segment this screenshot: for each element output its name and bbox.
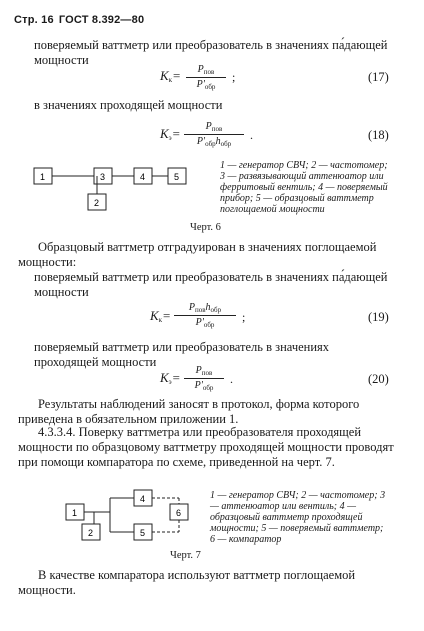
paragraph-3: Образцовый ваттметр отградуирован в значениях поглощаемой мощности: xyxy=(18,240,377,269)
fig7-caption: Черт. 7 xyxy=(170,550,201,561)
fig7-legend: 1 — генератор СВЧ; 2 — частотомер; 3 — аттенюатор или вентиль; 4 — образцовый ваттметр проходящей мощности; 5 — поверяемый ваттметр; 6 — компаратор xyxy=(210,490,386,545)
eq19-tail: ; xyxy=(242,310,246,324)
eq20-lhs: $K_э=$ xyxy=(160,370,181,386)
eq20-number: (20) xyxy=(368,372,389,386)
eq17-lhs: $K_к=$ xyxy=(160,68,181,84)
paragraph-4: поверяемый ваттметр или преобразователь в значениях па́дающей мощности xyxy=(34,270,388,299)
eq18-lhs: $K_э=$ xyxy=(160,126,181,142)
eq17-fraction: $P_{пов}$ $P'_{обр}$ xyxy=(186,64,226,91)
standard-code: ГОСТ 8.392—80 xyxy=(58,14,145,26)
page-header xyxy=(14,14,144,26)
fig6-label-1: 1 xyxy=(40,172,46,182)
eq18-tail: . xyxy=(250,128,253,142)
fig6-label-2: 2 xyxy=(94,198,100,208)
paragraph-2: в значениях проходящей мощности xyxy=(34,98,223,112)
fig6-label-3: 3 xyxy=(100,172,106,182)
figure-6-diagram xyxy=(30,160,210,220)
eq19-fraction: $P_{пов}h_{обр}$ $P'_{обр}$ xyxy=(174,302,236,329)
fig7-label-6: 6 xyxy=(176,508,182,518)
figure-7-diagram xyxy=(58,486,208,546)
paragraph-1: поверяемый ваттметр или преобразователь в значениях па́дающей мощности xyxy=(34,38,388,67)
fig6-label-5: 5 xyxy=(174,172,180,182)
eq17-number: (17) xyxy=(368,70,389,84)
fig6-legend: 1 — генератор СВЧ; 2 — частотомер; 3 — развязывающий аттенюатор или ферритовый вентиль; 4 — поверяемый прибор; 5 — образцовый ваттметр поглощаемой мощности xyxy=(220,160,388,215)
paragraph-7: 4.3.3.4. Поверку ваттметра или преобразователя проходящей мощности по образцовому ваттметру проходящей мощности проводят при помощи компаратора по схеме, приведенной на черт. 7. xyxy=(18,425,394,469)
eq19-lhs: $K_к=$ xyxy=(150,308,171,324)
fig7-label-5: 5 xyxy=(140,528,146,538)
fig6-caption: Черт. 6 xyxy=(190,222,221,233)
equation-18 xyxy=(160,126,180,142)
page-number: Стр. 16 xyxy=(14,14,54,26)
fig7-label-1: 1 xyxy=(72,508,78,518)
paragraph-5: поверяемый ваттметр или преобразователь в значениях проходящей мощности xyxy=(34,340,330,369)
eq17-tail: ; xyxy=(232,70,236,84)
equation-17 xyxy=(160,68,181,84)
fig7-label-4: 4 xyxy=(140,494,146,504)
eq20-tail: . xyxy=(230,372,233,386)
paragraph-8: В качестве компаратора используют ваттметр поглощаемой мощности. xyxy=(18,568,356,597)
eq20-fraction: $P_{пов}$ $P'_{обр}$ xyxy=(184,365,224,392)
eq18-fraction: $P_{пов}$ $P'_{обр}h_{обр}$ xyxy=(184,121,244,148)
fig6-label-4: 4 xyxy=(140,172,146,182)
fig7-label-2: 2 xyxy=(88,528,94,538)
eq18-number: (18) xyxy=(368,128,389,142)
eq19-number: (19) xyxy=(368,310,389,324)
equation-20 xyxy=(160,370,180,386)
equation-19 xyxy=(150,308,171,324)
paragraph-6: Результаты наблюдений заносят в протокол, форма которого приведена в обязательном приложении 1. xyxy=(18,397,360,426)
